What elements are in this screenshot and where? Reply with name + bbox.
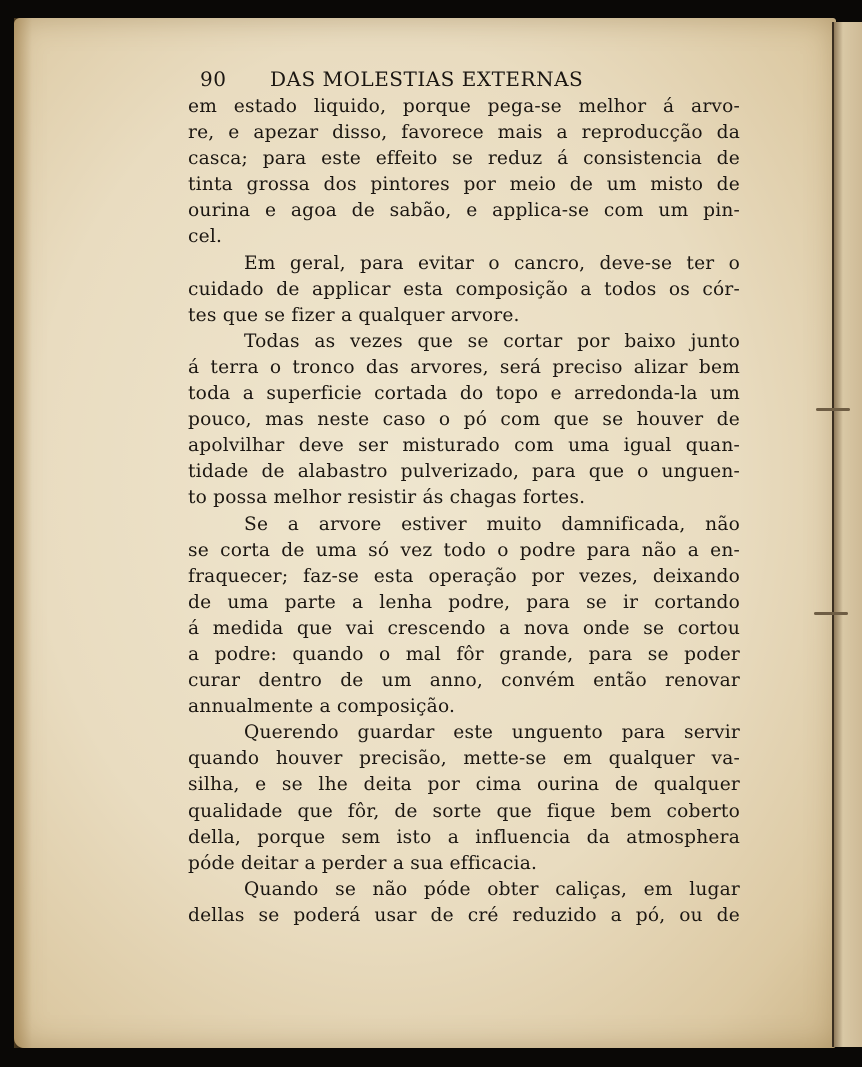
text-line: Querendo guardar este unguento para servir	[244, 722, 740, 744]
text-line: cuidado de applicar esta composição a todos os cór-	[188, 278, 740, 300]
text-line: tidade de alabastro pulverizado, para que o unguen-	[188, 461, 740, 483]
text-line: della, porque sem isto a influencia da atmosphera	[188, 826, 740, 848]
binding-mark-top	[816, 408, 850, 411]
text-line: dellas se poderá usar de cré reduzido a pó, ou de	[188, 904, 740, 926]
text-line: casca; para este effeito se reduz á consistencia de	[188, 148, 740, 170]
text-line: to possa melhor resistir ás chagas fortes.	[188, 487, 586, 509]
text-line: curar dentro de um anno, convém então renovar	[188, 670, 740, 692]
page-text	[188, 64, 740, 929]
text-line: annualmente a composição.	[188, 696, 456, 718]
text-line: qualidade que fôr, de sorte que fique bem coberto	[188, 800, 740, 822]
running-title: DAS MOLESTIAS EXTERNAS	[270, 67, 584, 91]
text-line: cel.	[188, 226, 223, 248]
text-line: ourina e agoa de sabão, e applica-se com um pin-	[188, 200, 740, 222]
text-line: póde deitar a perder a sua efficacia.	[188, 852, 538, 874]
binding-mark-bottom	[814, 612, 848, 615]
text-line: se corta de uma só vez todo o podre para não a en-	[188, 539, 740, 561]
text-line: Quando se não póde obter caliças, em lugar	[244, 878, 740, 900]
text-line: Em geral, para evitar o cancro, deve-se ter o	[244, 252, 740, 274]
text-line: quando houver precisão, mette-se em qualquer va-	[188, 748, 740, 770]
text-line: Se a arvore estiver muito damnificada, não	[244, 513, 740, 535]
text-line: á terra o tronco das arvores, será preciso alizar bem	[188, 356, 740, 378]
text-line: a podre: quando o mal fôr grande, para se poder	[188, 643, 740, 665]
text-line: apolvilhar deve ser misturado com uma igual quan-	[188, 435, 740, 457]
text-line: re, e apezar disso, favorece mais a reproducção da	[188, 122, 740, 144]
adjacent-page-edge	[832, 22, 862, 1047]
text-line: Todas as vezes que se cortar por baixo junto	[244, 330, 740, 352]
text-line: em estado liquido, porque pega-se melhor á arvo-	[188, 96, 740, 117]
text-line: toda a superficie cortada do topo e arredonda-la um	[188, 383, 740, 405]
running-header	[188, 64, 740, 94]
body-text	[188, 94, 740, 929]
text-line: fraquecer; faz-se esta operação por vezes, deixando	[188, 565, 740, 587]
text-line: silha, e se lhe deita por cima ourina de qualquer	[188, 774, 740, 796]
text-line: á medida que vai crescendo a nova onde se cortou	[188, 617, 740, 639]
text-line: tinta grossa dos pintores por meio de um misto de	[188, 174, 740, 196]
text-line: pouco, mas neste caso o pó com que se houver de	[188, 409, 740, 431]
text-line: tes que se fizer a qualquer arvore.	[188, 304, 520, 326]
text-line: de uma parte a lenha podre, para se ir cortando	[188, 591, 740, 613]
page-number: 90	[200, 67, 227, 91]
